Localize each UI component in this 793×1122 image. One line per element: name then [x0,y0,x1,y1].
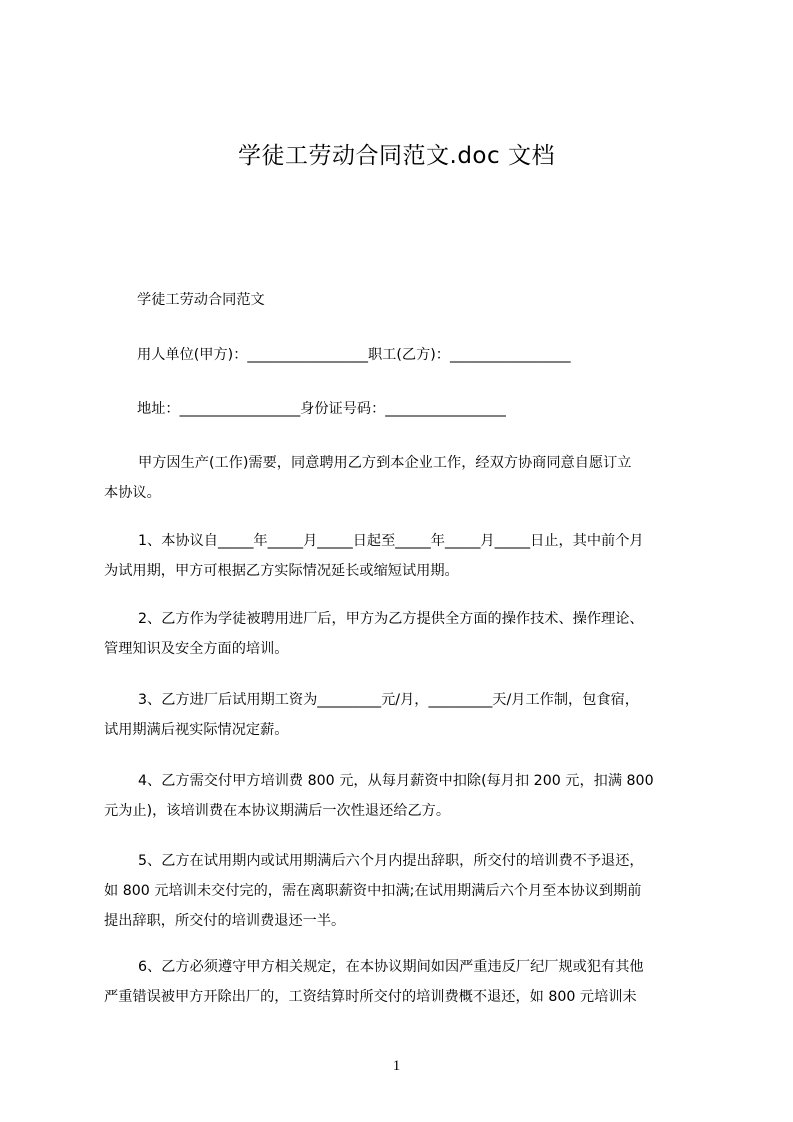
clause-2 [104,609,706,669]
employer-employee-line: 用人单位(甲方)：_________________职工(乙方)：_________________ [137,347,571,363]
paragraph-line: 6、乙方必须遵守甲方相关规定，在本协议期间如因严重违反厂纪厂规或犯有其他 [138,959,644,975]
address-id-line: 地址：_________________身份证号码：_________________ [137,401,506,417]
paragraph-line: 1、本协议自_____年_____月_____日起至_____年_____月_____日止，其中前个月 [138,533,644,549]
clause-3 [104,690,706,750]
paragraph-line: 4、乙方需交付甲方培训费 800 元，从每月薪资中扣除(每月扣 200 元，扣满 800 [138,773,654,789]
contract-subtitle: 学徒工劳动合同范文 [137,292,265,308]
paragraph-line: 元为止)，该培训费在本协议期满后一次性退还给乙方。 [104,803,451,819]
paragraph-line: 3、乙方进厂后试用期工资为_________元/月，_________天/月工作制，包食宿， [138,692,639,708]
document-title: 学徒工劳动合同范文.doc 文档 [238,143,555,169]
paragraph-line: 严重错误被甲方开除出厂的，工资结算时所交付的培训费概不退还，如 800 元培训未 [104,989,637,1005]
intro-paragraph [104,453,706,513]
paragraph-line: 提出辞职，所交付的培训费退还一半。 [104,913,346,929]
paragraph-line: 试用期满后视实际情况定薪。 [104,722,289,738]
paragraph-line: 如 800 元培训未交付完的，需在离职薪资中扣满;在试用期满后六个月至本协议到期前 [104,883,642,899]
clause-4 [104,771,706,831]
clause-5 [104,851,706,941]
page-number: 1 [392,1058,401,1074]
paragraph-line: 管理知识及安全方面的培训。 [104,641,289,657]
paragraph-line: 为试用期，甲方可根据乙方实际情况延长或缩短试用期。 [104,563,459,579]
paragraph-line: 甲方因生产(工作)需要，同意聘用乙方到本企业工作，经双方协商同意自愿订立 [138,455,632,471]
clause-6 [104,957,706,1017]
paragraph-line: 2、乙方作为学徒被聘用进厂后，甲方为乙方提供全方面的操作技术、操作理论、 [138,611,644,627]
paragraph-line: 5、乙方在试用期内或试用期满后六个月内提出辞职，所交付的培训费不予退还， [138,853,644,869]
clause-1 [104,531,706,591]
paragraph-line: 本协议。 [104,485,161,501]
